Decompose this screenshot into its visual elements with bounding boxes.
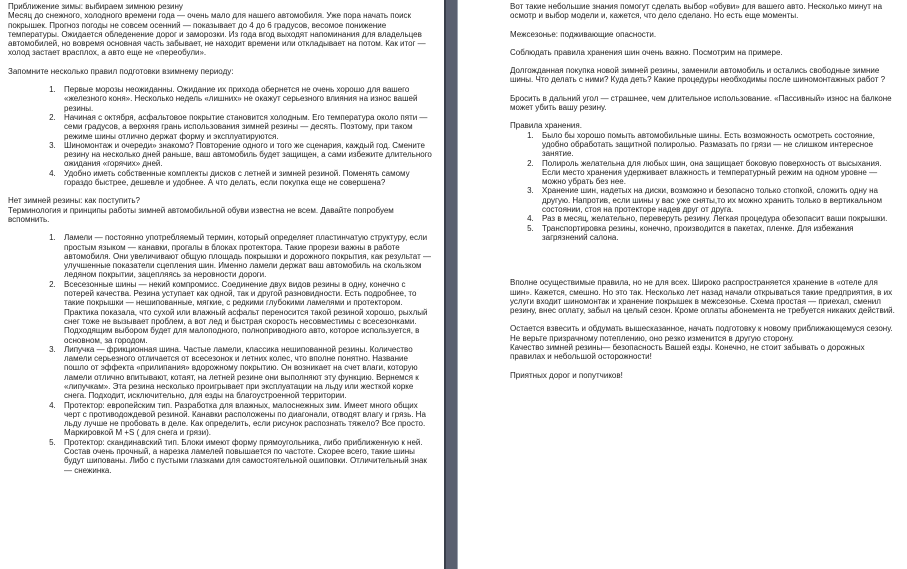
storage-heading: Правила хранения. <box>510 121 582 131</box>
paragraph: Соблюдать правила хранения шин очень важно. Посмотрим на примере. <box>510 47 783 57</box>
terms-list <box>8 233 434 475</box>
document-page-left <box>0 0 444 569</box>
list-item: 3. Липучка — фрикционная шина. Частые ламели, классика нешипованной резины. Количество ламели серьезного отличается от всесезонок и летних колес, что вполне понятно. Название пошло от эффекта «прилипания» вдорожному покрытию. Он возникает на счет влаги, которую ламели отлично впитывают, котаят, на летней резине они выполняют эту функцию. Вернемся к «липучкам». Эта резина несколько проигрывает при эксплуатации на льду или жесткой корке снега. Подходит, исключительно, для езды на благоустроенной территории. <box>58 345 434 401</box>
list-item: 5. Протектор: скандинавский тип. Блоки имеют форму прямоугольника, либо приближенную к ней. Состав очень прочный, а нарезка ламелей повышается по частоте. Скорее всего, такие шины будут шипованы. Либо с пустыми глазками для самостоятельной ошиповки. Отличительный знак — снежинка. <box>58 438 434 475</box>
list-item: 1. Ламели — постоянно употребляемый термин, который определяет пластинчатую структуру, если простым языком — канавки, прогалы в блоках протектора. Такие прорези важны в работе автомобиля. Они увеличивают общую площадь покрышки и дорожного покрытия, как результат — улучшенные показатели сцепления шин. Именно ламели держат ваш автомобиль на скользком ледяном покрытии, зацепляясь за неровности дороги. <box>58 233 434 279</box>
list-item: 4. Протектор: европейским тип. Разработка для влажных, малоснежных зим. Имеет много общих черт с противодождевой резиной. Канавки расположены по диагонали, отводят влагу и грязь. На льду лучше не пробовать в деле. Как определить, если рисунок распознать тяжело? Все просто. Маркировкой M +S ( для снега и грязи). <box>58 401 434 438</box>
paragraph: Долгожданная покупка новой зимней резины, заменили автомобиль и остались свободные зимние шины. Что делать с ними? Куда деть? Какие процедуры необходимы после шиномонтажных работ ? <box>510 66 886 85</box>
intro-paragraph: Месяц до снежного, холодного времени года — очень мало для нашего автомобиля. Уже пора начать поиск покрышек. Прогноз погоды не совсем осенний — показывает до 4 до 6 градусов, весомое понижение температуры. Ожидается обледенение дорог и заморозки. Из года вгод выходят напоминания для владельцев автомобилей, но вовремя основная часть забывает, не находит времени или откладывает на потом. Как итог — холод застает врасплох, а авто еще не «переобули». <box>8 11 426 58</box>
page-gutter <box>444 0 458 569</box>
document-page-right <box>458 0 907 569</box>
list-item: 1. Было бы хорошо помыть автомобильные шины. Есть возможность осмотреть состояние, удобно обработать защитной полиролью. Размазать по грязи — не слишком интересное занятие. <box>536 131 899 159</box>
no-tires-heading: Нет зимней резины: как поступить? <box>8 196 140 206</box>
rules-heading: Запомните несколько правил подготовки взимнему периоду: <box>8 66 234 76</box>
storage-list <box>510 131 899 243</box>
paragraph: Вот такие небольшие знания помогут сделать выбор «обуви» для вашего авто. Несколько минут на осмотр и выбор модели и, кажется, что дело сделано. Но есть еще моменты. <box>510 2 883 21</box>
list-item: 3. Шиномонтаж и очереди» знакомо? Повторение одного и того же сценария, каждый год. Смените резину на несколько дней раньше, ваш автомобиль будет защищен, а сами избежите длительного ожидания «горячих» дней. <box>58 141 434 169</box>
list-item: 4. Раз в месяц, желательно, переверуть резину. Легкая процедура обезопасит ваши покрышки. <box>536 214 899 223</box>
paragraph: Остается взвесить и обдумать вышесказанное, начать подготовку к новому приближающемуся сезону. Не верьте призрачному потеплению, оно резко изменится в другую сторону. <box>510 324 893 343</box>
paragraph: Бросить в дальний угол — страшнее, чем длительное использование. «Пассивный» износ на балконе может убить вашу резину. <box>510 93 892 113</box>
list-item: 3. Хранение шин, надетых на диски, возможно и безопасно только стопкой, сложить одну на другую. Напротив, если шины у вас уже сняты,то их можно хранить только в вертикальном состоянии, стоя на протекторе надев друг от друга. <box>536 186 899 214</box>
list-item: 2. Полироль желательна для любых шин, она защищает боковую поверхность от высыхания. Если место хранения удерживает влажность и температурный режим на одном уровне — можно убрать без нее. <box>536 159 899 187</box>
paragraph: Качество зимней резины— безопасность Вашей езды. Конечно, не стоит забывать о дорожных правилах и небольшой осторожности! <box>510 343 865 362</box>
list-item: 2. Начиная с октября, асфальтовое покрытие становится холодным. Его температура около пяти — семи градусов, а верхняя грань использования зимней резины — десять. Поэтому, при таком режиме шины отлично держат форму и эксплуатируются. <box>58 113 434 141</box>
rules-list <box>8 85 434 187</box>
list-item: 5. Транспортировка резины, конечно, производится в пакетах, пленке. Для избежания загрязнений салона. <box>536 224 899 243</box>
no-tires-intro: Терминология и принципы работы зимней автомобильной обуви известна не всем. Давайте попробуем вспомнить. <box>8 205 394 224</box>
list-item: 4. Удобно иметь собственные комплекты дисков с летней и зимней резиной. Поменять самому гораздо быстрее, дешевле и удобнее. А что делать, если покупка еще не совершена? <box>58 169 434 188</box>
paragraph: Вполне осуществимые правила, но не для всех. Широко распространяется хранение в «отеле для шин». Кажется, смешно. Но это так. Несколько лет назад начали открываться такие предприятия, в их услуги входит шиномонтак и хранение покрышек в межсезонье. Схема простая — приехал, сменил резину, внес оплату, забыл на целый сезон. Кроме оплаты абонемента не требуется никаких действий. <box>510 278 895 316</box>
list-item: 2. Всесезонные шины — некий компромисс. Соединение двух видов резины в одну, конечно с потерей качества. Резина уступает как одной, так и другой разновидности. Есть подробнее, то такие покрышки — нешипованные, мягкие, с редкими глубокими ламелями и протектором. Практика показала, что сухой или влажный асфальт переносится такой резиной хорошо, рыхлый снег тоже не вызывает проблем, а вот лед и быстрая скорость несовместимы с всесезонками. Подходящим выбором будет для малоподного, полноприводного авто, которое используется, в основном, за городом. <box>58 280 434 345</box>
list-item: 1. Первые морозы неожиданны. Ожидание их прихода обернется не очень хорошо для вашего «железного коня». Несколько недель «лишних» не окажут серьезного влияния на износ вашей резины. <box>58 85 434 113</box>
closing-line: Приятных дорог и попутчиков! <box>510 370 623 380</box>
article-title: Приближение зимы: выбираем зимнюю резину <box>8 2 183 11</box>
section-heading: Межсезонье: подживающие опасности. <box>510 29 657 39</box>
